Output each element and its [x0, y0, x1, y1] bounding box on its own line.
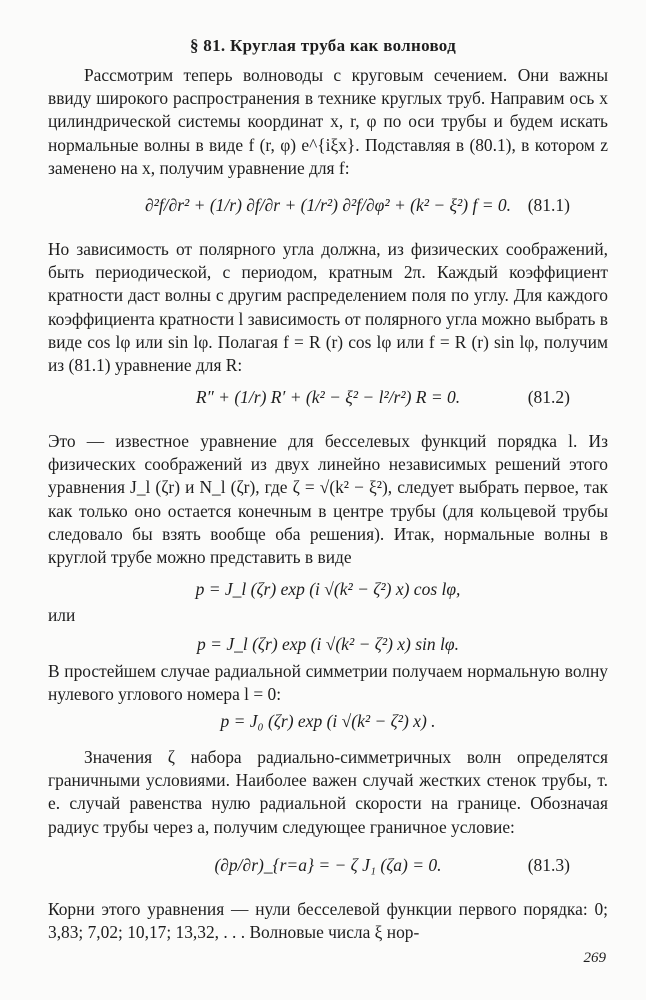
equation-81-2-number: (81.2) — [527, 387, 570, 407]
equation-81-1-number: (81.1) — [527, 195, 570, 215]
paragraph-intro: Рассмотрим теперь волноводы с круговым сечением. Они важны ввиду широкого распространения в технике круглых труб. Направим ось x цилиндрической системы координат x, r, φ по оси трубы и будем искать нормальные волны в виде f (r, φ) e^{iξx}. Подставляя в (80.1), в котором z заменено на x, получим уравнение для f: — [48, 65, 608, 178]
equation-sin-mode — [48, 627, 608, 661]
equation-cos-mode-body: p = J_l (ζr) exp (i √(k² − ζ²) x) cos lφ, — [195, 579, 461, 599]
equation-81-2 — [48, 380, 608, 414]
equation-zero-mode-body: p = J₀ (ζr) exp (i √(k² − ζ²) x) . — [220, 711, 436, 731]
equation-81-1-body: ∂²f/∂r² + (1/r) ∂f/∂r + (1/r²) ∂²f/∂φ² + (k² − ξ²) f = 0. — [144, 195, 512, 215]
equation-81-3 — [48, 848, 608, 882]
paragraph-angular-dependence: Но зависимость от полярного угла должна, из физических соображений, быть периодической, с периодом, кратным 2π. Каждый коэффициент кратности даст волны с другим распределением поля по углу. Для каждого коэффициента кратности l зависимость от полярного угла можно выбрать в виде cos lφ или sin lφ. Полагая f = R (r) cos lφ или f = R (r) sin lφ, получим из (81.1) уравнение для R: — [48, 239, 608, 376]
equation-zero-mode — [48, 704, 608, 738]
equation-81-1 — [48, 188, 608, 222]
equation-81-3-body: (∂p/∂r)_{r=a} = − ζ J₁ (ζa) = 0. — [214, 855, 442, 875]
equation-81-2-body: R″ + (1/r) R′ + (k² − ξ² − l²/r²) R = 0. — [195, 387, 461, 407]
paragraph-or: или — [48, 605, 76, 625]
paragraph-radial-symmetry: В простейшем случае радиальной симметрии получаем нормальную волну нулевого углового номера l = 0: — [48, 661, 608, 705]
paragraph-boundary: Значения ζ набора радиально-симметричных волн определятся граничными условиями. Наиболее важен случай жестких стенок трубы, т. е. случай равенства нулю радиальной скорости на границе. Обозначая радиус трубы через a, получим следующее граничное условие: — [48, 747, 608, 837]
equation-cos-mode — [48, 572, 608, 606]
paragraph-roots: Корни этого уравнения — нули бесселевой функции первого порядка: 0; 3,83; 7,02; 10,17; 13,32, . . . Волновые числа ξ нор- — [48, 899, 608, 943]
equation-sin-mode-body: p = J_l (ζr) exp (i √(k² − ζ²) x) sin lφ. — [197, 634, 459, 654]
page-number: 269 — [583, 950, 606, 966]
section-title: § 81. Круглая труба как волновод — [189, 36, 457, 55]
paragraph-bessel: Это — известное уравнение для бесселевых функций порядка l. Из физических соображений из двух линейно независимых решений этого уравнения J_l (ζr) и N_l (ζr), где ζ = √(k² − ξ²), следует выбрать первое, так как только оно остается конечным в центре трубы (для кольцевой трубы следовало бы взять вообще оба решения). Итак, нормальные волны в круглой трубе можно представить в виде — [48, 431, 608, 568]
equation-81-3-number: (81.3) — [527, 855, 570, 875]
